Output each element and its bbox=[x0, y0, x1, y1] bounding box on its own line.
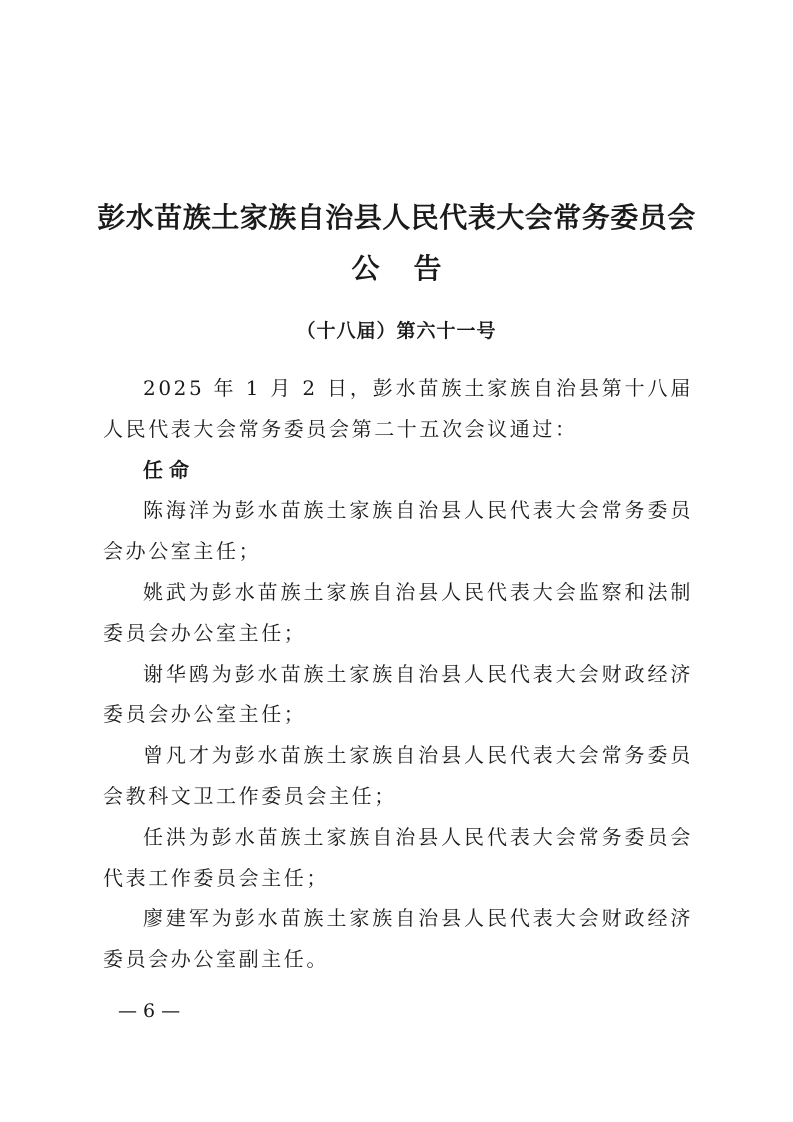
appointment-item: 谢华鸥为彭水苗族土家族自治县人民代表大会财政经济委员会办公室主任； bbox=[103, 661, 693, 727]
document-subtitle: 公告 bbox=[351, 252, 476, 285]
intro-paragraph: 2025 年 1 月 2 日，彭水苗族土家族自治县第十八届人民代表大会常务委员会第二十五次会议通过： bbox=[103, 376, 693, 441]
appointment-item: 廖建军为彭水苗族土家族自治县人民代表大会财政经济委员会办公室副主任。 bbox=[103, 906, 693, 972]
appointment-item: 陈海洋为彭水苗族土家族自治县人民代表大会常务委员会办公室主任； bbox=[103, 498, 693, 564]
document-body bbox=[103, 368, 693, 980]
appointment-item: 姚武为彭水苗族土家族自治县人民代表大会监察和法制委员会办公室主任； bbox=[103, 579, 693, 645]
section-heading: 任命 bbox=[143, 457, 195, 482]
page-number: — 6 — bbox=[118, 1000, 181, 1022]
appointment-item: 曾凡才为彭水苗族土家族自治县人民代表大会常务委员会教科文卫工作委员会主任； bbox=[103, 743, 693, 808]
document-number: （十八届）第六十一号 bbox=[296, 320, 497, 342]
appointment-item: 任洪为彭水苗族土家族自治县人民代表大会常务委员会代表工作委员会主任； bbox=[103, 824, 693, 890]
document-title: 彭水苗族土家族自治县人民代表大会常务委员会 bbox=[97, 201, 696, 234]
